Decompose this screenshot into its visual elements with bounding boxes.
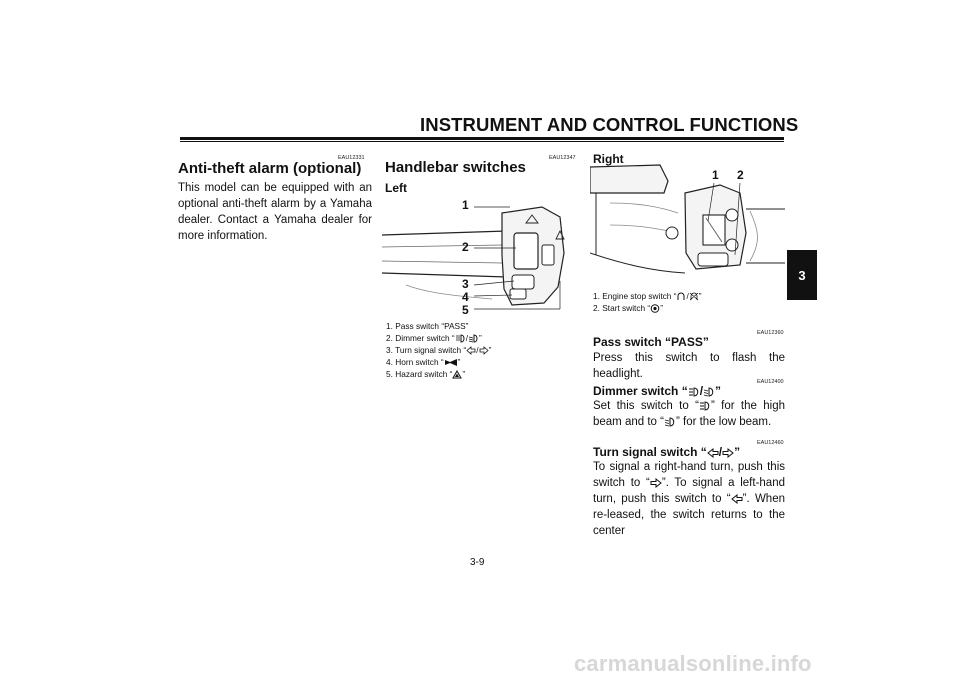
caption-item: 2. Dimmer switch “ / ” — [386, 333, 482, 343]
body-text: To signal a right-hand turn, push this switch to “ — [593, 461, 785, 489]
caption-text: Turn signal switch “ — [395, 345, 467, 355]
caption-text: / — [686, 291, 689, 301]
page-header-title: INSTRUMENT AND CONTROL FUNCTIONS — [420, 114, 799, 135]
body-text: ” for the high beam and to “ — [593, 400, 785, 428]
caption-number: 1. — [593, 291, 600, 301]
caption-text: Pass switch “PASS” — [395, 321, 469, 331]
chapter-tab: 3 — [787, 250, 817, 300]
caption-text: ” — [479, 333, 482, 343]
section-body: Press this switch to flash the headlight. — [593, 352, 785, 380]
caption-number: 3. — [386, 345, 393, 355]
callout-2: 2 — [737, 168, 744, 182]
high-beam-icon — [699, 401, 711, 411]
section-title: Pass switch “PASS” — [593, 335, 709, 349]
figure-captions-right — [593, 290, 783, 314]
caption-item — [386, 356, 576, 368]
header-rule — [180, 137, 784, 140]
caption-item — [386, 320, 576, 332]
low-beam-icon — [468, 334, 479, 343]
title-text: Turn signal switch “ — [593, 445, 707, 459]
caption-number: 2. — [593, 303, 600, 313]
caption-text: ” — [457, 357, 461, 367]
section-subtitle: Left — [385, 181, 407, 195]
caption-text: Dimmer switch “ — [395, 333, 455, 343]
caption-item: 3. Turn signal switch “ / ” — [386, 345, 492, 355]
caption-number: 2. — [386, 333, 393, 343]
turn-left-icon — [731, 494, 743, 504]
callout-2: 2 — [462, 240, 469, 254]
title-text: ” — [734, 445, 741, 459]
caption-text: Horn switch “ — [395, 357, 444, 367]
engine-stop-icon — [689, 292, 699, 301]
turn-left-icon — [707, 448, 719, 458]
callout-4: 4 — [462, 290, 469, 304]
section-body: This model can be equipped with an optional anti-theft alarm by a Yamaha dealer. Contact a Yamaha dealer for more information. — [178, 182, 372, 242]
figure-captions-left — [386, 320, 576, 380]
section-code: EAU12347 — [549, 155, 576, 161]
caption-number: 4. — [386, 357, 393, 367]
engine-run-icon — [676, 291, 689, 301]
section-code: EAU12331 — [338, 155, 365, 161]
caption-text: ” — [698, 291, 702, 301]
caption-text: Hazard switch “ — [395, 369, 453, 379]
caption-number: 5. — [386, 369, 393, 379]
caption-item — [593, 290, 783, 302]
high-beam-icon — [688, 387, 700, 397]
section-title: Anti-theft alarm (optional) — [178, 160, 362, 177]
right-handlebar-illustration — [590, 163, 785, 285]
header-rule-thin — [180, 141, 784, 142]
caption-text: Start switch “ — [602, 303, 651, 313]
callout-3: 3 — [462, 277, 469, 291]
section-body — [593, 398, 785, 430]
caption-text: ” — [488, 345, 492, 355]
horn-icon — [444, 358, 458, 367]
body-text: ”. To signal a left-hand turn, push this switch to “ — [593, 477, 785, 505]
start-icon — [650, 304, 660, 313]
section-code: EAU12400 — [757, 379, 784, 385]
section-code: EAU12360 — [757, 330, 784, 336]
turn-right-icon — [479, 346, 489, 355]
footer-watermark: carmanualsonline.info — [574, 651, 812, 676]
turn-right-icon — [650, 478, 662, 488]
low-beam-icon — [664, 417, 676, 427]
turn-left-icon — [466, 346, 476, 355]
low-beam-icon — [703, 387, 715, 397]
body-text: Set this switch to “ — [593, 400, 699, 412]
callout-5: 5 — [462, 303, 469, 317]
caption-text: Engine stop switch “ — [602, 291, 677, 301]
left-handlebar-illustration — [382, 195, 578, 317]
caption-item — [386, 368, 576, 380]
page-number: 3-9 — [470, 557, 485, 568]
title-text: Dimmer switch “ — [593, 384, 688, 398]
hazard-icon — [452, 370, 462, 379]
high-beam-icon — [455, 334, 466, 343]
turn-right-icon — [722, 448, 734, 458]
body-text: ” for the low beam. — [675, 416, 772, 428]
left-handlebar-drawing — [382, 195, 578, 317]
callout-1: 1 — [462, 198, 469, 212]
section-code: EAU12460 — [757, 440, 784, 446]
section-subtitle: Right — [593, 152, 624, 166]
caption-item — [593, 302, 783, 314]
caption-text: ” — [462, 369, 466, 379]
title-text: ” — [715, 384, 722, 398]
section-title: Dimmer switch “ / ” — [593, 384, 722, 398]
body-text: ”. When re-leased, the switch returns to the center — [593, 493, 785, 537]
section-title: Turn signal switch “ / ” — [593, 445, 741, 459]
section-body — [593, 459, 785, 539]
callout-1: 1 — [712, 168, 719, 182]
caption-number: 1. — [386, 321, 393, 331]
section-title: Handlebar switches — [385, 159, 526, 176]
caption-text: ” — [660, 303, 663, 313]
right-handlebar-drawing — [590, 163, 785, 285]
